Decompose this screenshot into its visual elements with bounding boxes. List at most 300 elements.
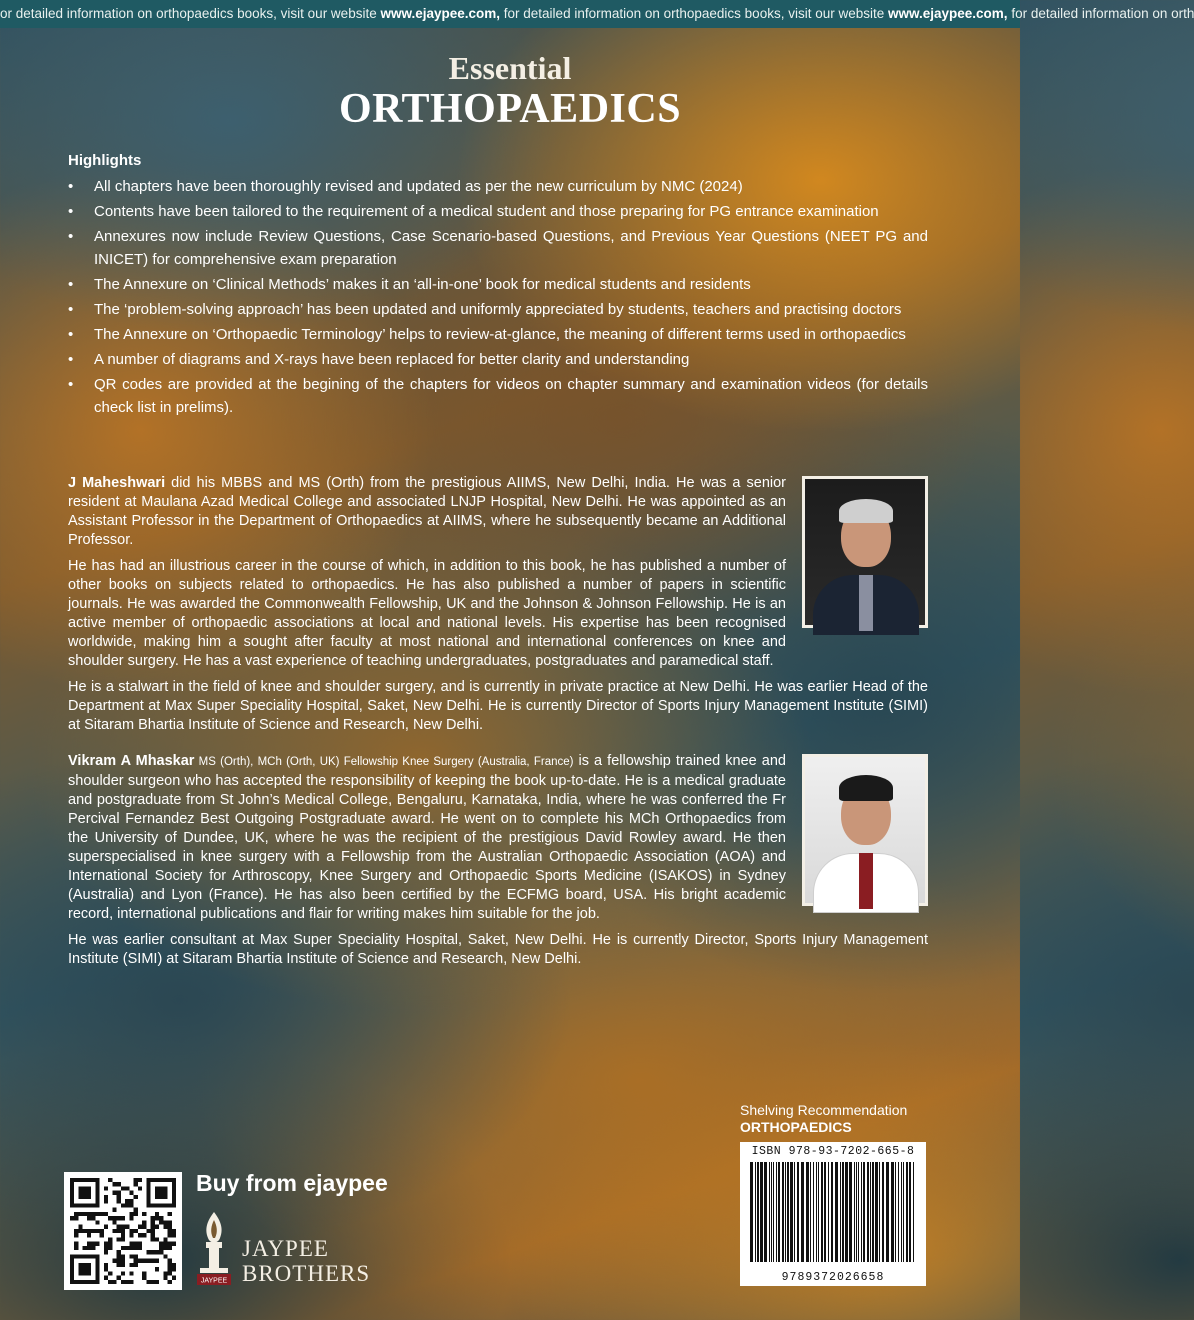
qr-module [146, 1280, 150, 1284]
qr-module [172, 1242, 176, 1246]
qr-module [129, 1246, 133, 1250]
barcode-bars [748, 1162, 918, 1262]
qr-module [155, 1216, 159, 1220]
bullet: • [68, 228, 74, 245]
bullet: • [68, 276, 74, 293]
barcode-bar [760, 1162, 763, 1262]
qr-module [117, 1276, 121, 1280]
barcode-bar [813, 1162, 814, 1262]
qr-module [108, 1216, 112, 1220]
barcode-bar [769, 1162, 770, 1262]
photo-hair [839, 499, 893, 523]
qr-module [168, 1242, 172, 1246]
jaypee-logo-icon [194, 1208, 234, 1288]
qr-module [87, 1246, 91, 1250]
qr-module [129, 1199, 133, 1203]
qr-module [159, 1220, 163, 1224]
qr-module [117, 1229, 121, 1233]
barcode-bar [755, 1162, 756, 1262]
barcode-bar [895, 1162, 896, 1262]
qr-module [83, 1229, 87, 1233]
highlights-section [68, 152, 928, 421]
qr-module [117, 1195, 121, 1199]
barcode-bar [879, 1162, 880, 1262]
barcode-bar [882, 1162, 884, 1262]
qr-module [91, 1229, 95, 1233]
barcode-bar [794, 1162, 795, 1262]
barcode-bar [824, 1162, 826, 1262]
list-item-text: Annexures now include Review Questions, Case Scenario-based Questions, and Previous Year Questions (NEET PG and INICET) for comprehensive exam preparation [94, 228, 928, 268]
qr-module [155, 1259, 159, 1263]
list-item [68, 348, 928, 371]
list-item-text: The Annexure on ‘Orthopaedic Terminology’ helps to review-at-glance, the meaning of different terms used in orthopaedics [94, 326, 906, 343]
author-1-photo [802, 476, 928, 628]
barcode-bar [872, 1162, 874, 1262]
qr-module [78, 1186, 91, 1199]
barcode-bar [867, 1162, 869, 1262]
list-item-text: QR codes are provided at the begining of the chapters for videos on chapter summary and examination videos (for details check list in prelims). [94, 376, 928, 416]
qr-module [163, 1237, 167, 1241]
qr-module [95, 1178, 99, 1208]
author-1-bio [68, 474, 928, 742]
bullet: • [68, 351, 74, 368]
qr-module [172, 1178, 176, 1208]
qr-module [91, 1242, 95, 1246]
author-2-name: Vikram A Mhaskar [68, 753, 195, 769]
qr-module [125, 1199, 129, 1203]
qr-module [146, 1259, 150, 1263]
list-item-text: Contents have been tailored to the requirement of a medical student and those preparing for PG entrance examination [94, 203, 879, 220]
qr-module [91, 1216, 95, 1220]
barcode-bar [773, 1162, 774, 1262]
banner-link-1[interactable]: www.ejaypee.com, [380, 6, 501, 21]
qr-module [87, 1229, 91, 1233]
qr-module [168, 1220, 172, 1224]
banner-text-2: for detailed information on orthopaedics books, visit our website [500, 6, 888, 21]
qr-module [129, 1280, 133, 1284]
qr-module [121, 1233, 125, 1237]
barcode-bar [831, 1162, 833, 1262]
qr-module [104, 1263, 108, 1267]
barcode-bar [750, 1162, 753, 1262]
barcode-bar [856, 1162, 857, 1262]
banner-text-3: for detailed information on orth [1007, 6, 1194, 21]
list-item [68, 175, 928, 198]
qr-module [151, 1233, 155, 1237]
qr-module [87, 1212, 91, 1216]
qr-module [112, 1229, 116, 1233]
barcode-bar [909, 1162, 911, 1262]
qr-module [125, 1186, 129, 1190]
qr-module [155, 1186, 168, 1199]
barcode-bar [906, 1162, 908, 1262]
qr-module [129, 1203, 133, 1207]
qr-module [151, 1259, 155, 1263]
author-1-paragraph-2: He has had an illustrious career in the course of which, in addition to this book, he has published a number of other books on subjects related to orthopaedics. He has also published a number of papers in scientific journals. He was awarded the Commonwealth Fellowship, UK and the Johnson & Johnson Fellowship. He is an active member of orthopaedic associations at local and national levels. His expertise has been recognised worldwide, making him a sought after faculty at most national and international conferences on knee and shoulder surgery. He has a vast experience of teaching undergraduates, postgraduates and paramedical staff. [68, 558, 786, 669]
barcode-bar [861, 1162, 862, 1262]
barcode-bar [842, 1162, 844, 1262]
qr-module [87, 1216, 91, 1220]
author-1-paragraph-3: He is a stalwart in the field of knee and shoulder surgery, and is currently in private practice at New Delhi. He was earlier Head of the Department at Max Super Speciality Hospital, Saket, New Delhi. He is currently Director of Sports Injury Management Institute (SIMI) at Sitaram Bhartia Institute of Science and Research, New Delhi. [68, 679, 928, 733]
qr-module [129, 1254, 133, 1258]
list-item [68, 273, 928, 296]
qr-module [129, 1229, 133, 1233]
author-1-name: J Maheshwari [68, 475, 166, 491]
qr-module [121, 1263, 125, 1267]
qr-module [146, 1250, 150, 1254]
author-2-bio [68, 752, 928, 976]
isbn-barcode [740, 1142, 926, 1286]
qr-module [151, 1229, 155, 1233]
qr-module [91, 1246, 95, 1250]
bullet: • [68, 326, 74, 343]
bullet: • [68, 203, 74, 220]
qr-module [134, 1246, 138, 1250]
qr-module [163, 1246, 167, 1250]
qr-module [155, 1267, 159, 1271]
qr-module [104, 1225, 108, 1229]
qr-module [104, 1276, 108, 1280]
qr-code[interactable] [64, 1172, 182, 1290]
banner-link-2[interactable]: www.ejaypee.com, [888, 6, 1008, 21]
qr-module [70, 1216, 74, 1220]
highlights-heading: Highlights [68, 152, 142, 169]
qr-module [138, 1178, 142, 1182]
qr-module [121, 1229, 125, 1233]
qr-module [163, 1242, 167, 1246]
photo-tie [859, 853, 873, 909]
qr-module [117, 1259, 121, 1263]
barcode-bar [797, 1162, 799, 1262]
qr-module [70, 1254, 100, 1258]
publisher-line-1: JAYPEE [242, 1236, 329, 1261]
qr-module [74, 1216, 78, 1220]
qr-module [168, 1263, 172, 1267]
qr-module [112, 1220, 116, 1224]
qr-module [142, 1259, 146, 1263]
shelving-label: Shelving Recommendation [740, 1102, 908, 1118]
qr-module [129, 1216, 133, 1220]
qr-module [134, 1254, 138, 1258]
qr-module [108, 1271, 112, 1275]
barcode-bar [818, 1162, 819, 1262]
qr-module [163, 1254, 167, 1258]
qr-module [159, 1216, 163, 1220]
shelving-category: ORTHOPAEDICS [740, 1119, 852, 1135]
qr-module [168, 1267, 172, 1271]
barcode-bar [816, 1162, 817, 1262]
qr-module [125, 1280, 129, 1284]
barcode-bar [849, 1162, 852, 1262]
qr-module [70, 1280, 100, 1284]
banner-text-1: or detailed information on orthopaedics books, visit our website [0, 6, 381, 21]
qr-module [172, 1263, 176, 1267]
qr-module [121, 1186, 125, 1190]
qr-module [87, 1242, 91, 1246]
barcode-bar [787, 1162, 789, 1262]
qr-module [163, 1220, 167, 1224]
barcode-bar [845, 1162, 848, 1262]
qr-module [142, 1276, 146, 1280]
author-1-paragraph-1-text: did his MBBS and MS (Orth) from the prestigious AIIMS, New Delhi, India. He was a senior resident at Maulana Azad Medical College and associated LNJP Hospital, New Delhi. He was appointed as an Assistant Professor in the Department of Orthopaedics at AIIMS, where he subsequently became an Additional Professor. [68, 475, 786, 548]
barcode-bar [835, 1162, 838, 1262]
list-item [68, 298, 928, 321]
qr-module [159, 1242, 163, 1246]
barcode-bar [858, 1162, 859, 1262]
qr-module [138, 1242, 142, 1246]
barcode-bar [903, 1162, 904, 1262]
barcode-digits: 9789372026658 [781, 1271, 885, 1284]
author-2-paragraph-2: He was earlier consultant at Max Super Speciality Hospital, Saket, New Delhi. He is currently Director, Sports Injury Management Institute (SIMI) at Sitaram Bhartia Institute of Science and Research, New Delhi. [68, 932, 928, 967]
qr-module [129, 1191, 133, 1195]
qr-module [155, 1237, 159, 1241]
qr-module [134, 1259, 138, 1263]
qr-module [70, 1203, 100, 1207]
qr-module [142, 1220, 146, 1224]
photo-hair [839, 775, 893, 801]
author-2-qualifications: MS (Orth), MCh (Orth, UK) Fellowship Knee Surgery (Australia, France) [194, 756, 574, 768]
qr-module [138, 1225, 142, 1229]
publisher-line-2: BROTHERS [242, 1261, 371, 1286]
qr-module [104, 1242, 108, 1246]
qr-module [95, 1229, 99, 1233]
qr-module [83, 1246, 87, 1250]
qr-module [108, 1246, 112, 1250]
barcode-bar [875, 1162, 878, 1262]
qr-module [78, 1212, 82, 1216]
qr-module [117, 1182, 121, 1186]
qr-module [112, 1259, 116, 1263]
qr-module [117, 1254, 121, 1258]
qr-module [100, 1233, 104, 1237]
author-2-paragraph-1 [68, 752, 928, 924]
barcode-bar [840, 1162, 841, 1262]
title-line-1: Essential [448, 50, 572, 86]
qr-module [112, 1191, 116, 1195]
barcode-bar [821, 1162, 823, 1262]
qr-module [112, 1216, 116, 1220]
qr-module [168, 1212, 172, 1216]
qr-module [74, 1246, 78, 1250]
qr-module [146, 1229, 150, 1233]
author-1-paragraph-1 [68, 474, 928, 550]
list-item [68, 373, 928, 419]
qr-module [129, 1271, 133, 1275]
qr-module [121, 1203, 125, 1207]
list-item [68, 200, 928, 223]
list-item [68, 225, 928, 271]
qr-module [142, 1225, 146, 1229]
barcode-bar [776, 1162, 777, 1262]
list-item-text: A number of diagrams and X-rays have been replaced for better clarity and understanding [94, 351, 690, 368]
qr-module [117, 1191, 121, 1195]
qr-module [108, 1237, 112, 1241]
qr-module [155, 1250, 159, 1254]
qr-module [129, 1242, 133, 1246]
qr-module [83, 1212, 87, 1216]
qr-module [168, 1280, 172, 1284]
qr-module [78, 1263, 91, 1276]
website-banner [0, 0, 1194, 28]
qr-module [112, 1280, 116, 1284]
qr-module [168, 1233, 172, 1237]
qr-module [142, 1233, 146, 1237]
qr-module [121, 1225, 125, 1229]
qr-module [138, 1259, 142, 1263]
qr-module [121, 1259, 125, 1263]
qr-module [155, 1225, 159, 1229]
qr-module [121, 1280, 125, 1284]
qr-module [117, 1199, 121, 1203]
qr-module [104, 1186, 108, 1190]
qr-module [159, 1250, 163, 1254]
qr-module [112, 1182, 116, 1186]
isbn-text: ISBN 978-93-7202-665-8 [751, 1145, 915, 1158]
qr-module [134, 1182, 138, 1186]
barcode-bar [790, 1162, 793, 1262]
qr-module [117, 1216, 121, 1220]
qr-module [134, 1208, 138, 1212]
qr-module [163, 1276, 167, 1280]
qr-module [117, 1250, 121, 1254]
qr-module [104, 1199, 108, 1203]
qr-module [95, 1254, 99, 1284]
barcode-bar [863, 1162, 865, 1262]
qr-module [151, 1237, 155, 1241]
qr-module [104, 1267, 108, 1271]
barcode-bar [778, 1162, 780, 1262]
qr-module [125, 1246, 129, 1250]
qr-module [121, 1216, 125, 1220]
qr-module [168, 1246, 172, 1250]
qr-module [142, 1271, 146, 1275]
buy-from-ejaypee: Buy from ejaypee [196, 1170, 388, 1196]
qr-module [100, 1212, 104, 1216]
qr-module [134, 1212, 138, 1216]
barcode-bar [898, 1162, 899, 1262]
qr-module [108, 1178, 112, 1182]
qr-module [172, 1276, 176, 1280]
book-title [0, 50, 1020, 132]
qr-module [155, 1212, 159, 1216]
qr-module [112, 1208, 116, 1212]
author-2-photo [802, 754, 928, 906]
logo-text: JAYPEE [200, 1277, 228, 1285]
qr-module [70, 1178, 74, 1208]
barcode-bar [901, 1162, 902, 1262]
qr-module [163, 1225, 167, 1229]
qr-module [134, 1229, 138, 1233]
bullet: • [68, 376, 74, 393]
qr-module [95, 1212, 99, 1216]
qr-module [168, 1225, 172, 1229]
qr-module [134, 1195, 138, 1199]
barcode-bar [886, 1162, 889, 1262]
qr-module [70, 1254, 74, 1284]
qr-module [151, 1220, 155, 1224]
qr-module [104, 1195, 108, 1199]
barcode-bar [854, 1162, 855, 1262]
qr-module [168, 1259, 172, 1263]
barcode-bar [782, 1162, 784, 1262]
barcode-bar [771, 1162, 772, 1262]
barcode-bar [801, 1162, 804, 1262]
qr-module [159, 1246, 163, 1250]
barcode-bar [764, 1162, 767, 1262]
barcode-bar [806, 1162, 809, 1262]
barcode-bar [757, 1162, 759, 1262]
qr-module [100, 1229, 104, 1233]
qr-module [117, 1225, 121, 1229]
qr-code-icon [70, 1178, 176, 1284]
qr-module [134, 1242, 138, 1246]
barcode-bar [810, 1162, 811, 1262]
qr-module [78, 1229, 82, 1233]
qr-module [134, 1263, 138, 1267]
qr-module [108, 1242, 112, 1246]
qr-module [138, 1233, 142, 1237]
qr-module [125, 1225, 129, 1229]
qr-module [121, 1246, 125, 1250]
qr-module [87, 1233, 91, 1237]
qr-module [168, 1229, 172, 1233]
qr-module [129, 1233, 133, 1237]
bullet: • [68, 301, 74, 318]
qr-module [138, 1186, 142, 1190]
qr-module [95, 1242, 99, 1246]
qr-module [117, 1237, 121, 1241]
barcode-bar [891, 1162, 894, 1262]
bullet: • [68, 178, 74, 195]
qr-module [151, 1280, 155, 1284]
qr-module [134, 1178, 138, 1182]
qr-module [151, 1225, 155, 1229]
qr-module [117, 1263, 121, 1267]
qr-module [74, 1233, 78, 1237]
qr-module [104, 1246, 108, 1250]
qr-module [74, 1229, 78, 1233]
qr-module [121, 1254, 125, 1258]
qr-module [108, 1280, 112, 1284]
qr-module [74, 1242, 78, 1246]
qr-module [146, 1203, 176, 1207]
list-item-text: The ‘problem-solving approach’ has been updated and uniformly appreciated by students, teachers and practising doctors [94, 301, 902, 318]
qr-module [121, 1271, 125, 1275]
qr-module [95, 1220, 99, 1224]
qr-module [142, 1212, 146, 1216]
shelving-recommendation [740, 1102, 907, 1136]
list-item [68, 323, 928, 346]
qr-module [121, 1237, 125, 1241]
highlights-list [68, 175, 928, 419]
author-2-paragraph-1-text: is a fellowship trained knee and shoulder surgeon who has accepted the responsibility of keeping the book up-to-date. He is a medical graduate and postgraduate from St John’s Medical College, Bengaluru, Karnataka, India, where he was conferred the Fr Percival Fernandez Best Outgoing Postgraduate award. He went on to complete his MCh Orthopaedics from the University of Dundee, UK, where he was the recipient of the prestigious David Rowley award. He then superspecialised in knee surgery with a Fellowship from the Australian Orthopaedic Association (AOA) and International Society for Arthroscopy, Knee Surgery and Orthopaedic Sports Medicine (ISAKOS) in Sydney (Australia) and Lyon (France). He has also been certified by the ECFMG board, USA. His bright academic record, international publications and flair for writing makes him suitable for the job. [68, 753, 786, 922]
qr-module [146, 1178, 176, 1182]
barcode-bar [913, 1162, 914, 1262]
qr-module [172, 1267, 176, 1271]
qr-module [146, 1178, 150, 1208]
list-item-text: The Annexure on ‘Clinical Methods’ makes it an ‘all-in-one’ book for medical students and residents [94, 276, 751, 293]
qr-module [74, 1212, 78, 1216]
barcode-bar [785, 1162, 786, 1262]
list-item-text: All chapters have been thoroughly revised and updated as per the new curriculum by NMC (2024) [94, 178, 743, 195]
qr-module [163, 1271, 167, 1275]
publisher-name [242, 1236, 370, 1286]
qr-module [104, 1212, 108, 1216]
qr-module [172, 1229, 176, 1233]
qr-module [104, 1250, 108, 1254]
qr-module [138, 1246, 142, 1250]
qr-module [151, 1216, 155, 1220]
